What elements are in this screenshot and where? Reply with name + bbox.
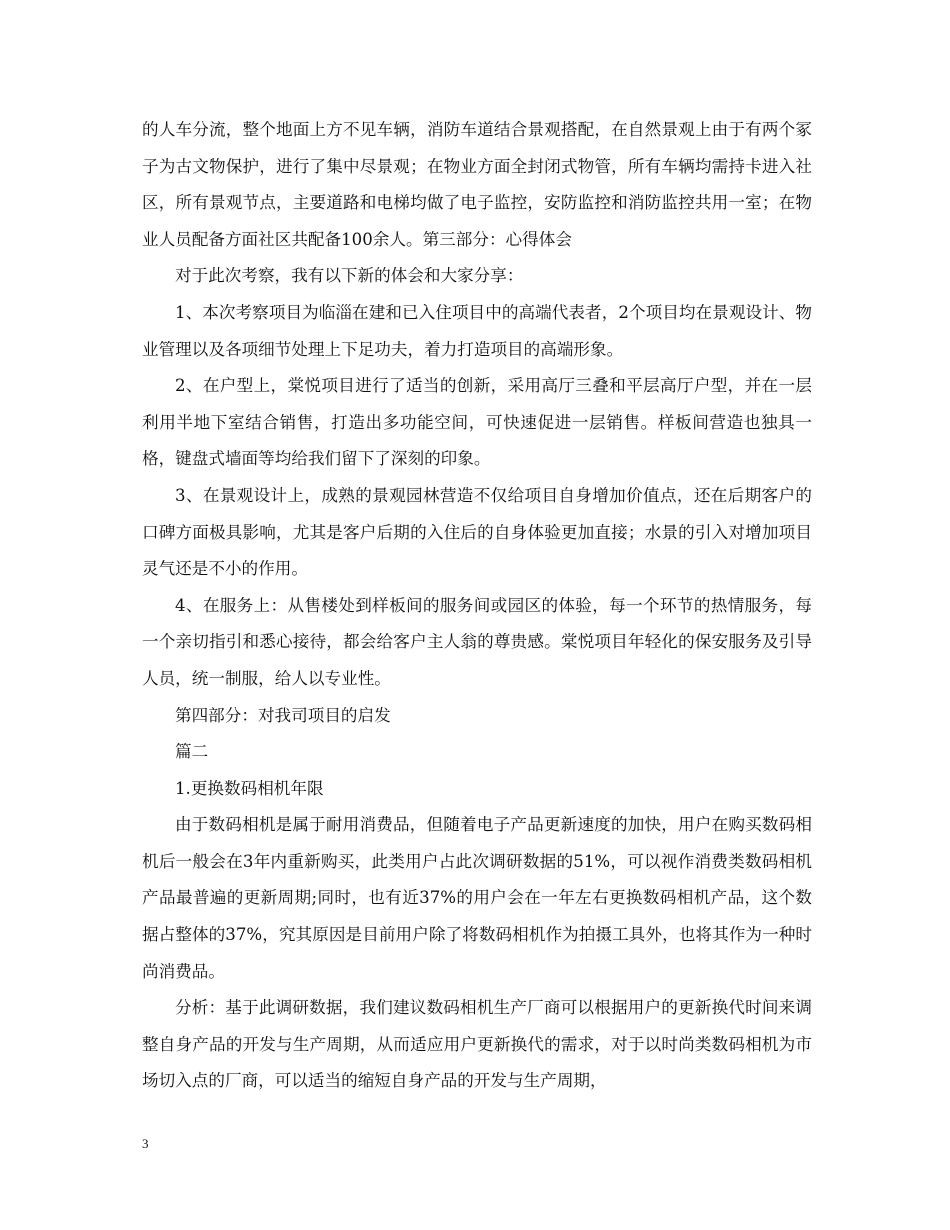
section-heading-part-four: 第四部分：对我司项目的启发 [175,705,391,725]
paragraph-1: 的人车分流，整个地面上方不见车辆，消防车道结合景观搭配，在自然景观上由于有两个冢子为古文物保护，进行了集中尽景观；在物业方面全封闭式物管，所有车辆均需持卡进入社区，所有景观节点，主要道路和电梯均做了电子监控，安防监控和消防监控共用一室；在物业人员配备方面社区共配备100余人。第三部分：心得体会 [142,120,812,249]
section-heading-chapter-two: 篇二 [175,742,209,762]
paragraph-4: 2、在户型上，棠悦项目进行了适当的创新，采用高厅三叠和平层高厅户型，并在一层利用半地下室结合销售，打造出多功能空间，可快速促进一层销售。样板间营造也独具一格，键盘式墙面等均给我们留下了深刻的印象。 [142,376,812,469]
paragraph-10: 由于数码相机是属于耐用消费品，但随着电子产品更新速度的加快，用户在购买数码相机后一般会在3年内重新购买，此类用户占此次调研数据的51%，可以视作消费类数码相机产品最普遍的更新周期;同时，也有近37%的用户会在一年左右更换数码相机产品，这个数据占整体的37%，究其原因是目前用户除了将数码相机作为拍摄工具外，也将其作为一种时尚消费品。 [142,815,812,981]
paragraph-5: 3、在景观设计上，成熟的景观园林营造不仅给项目自身增加价值点，还在后期客户的口碑方面极具影响，尤其是客户后期的入住后的自身体验更加直接；水景的引入对增加项目灵气还是不小的作用。 [142,485,812,579]
paragraph-2: 对于此次考察，我有以下新的体会和大家分享： [175,266,524,286]
page-number: 3 [142,1136,149,1151]
paragraph-3: 1、本次考察项目为临淄在建和已入住项目中的高端代表者，2个项目均在景观设计、物业管理以及各项细节处理上下足功夫，着力打造项目的高端形象。 [142,302,812,359]
paragraph-6: 4、在服务上：从售楼处到样板间的服务间或园区的体验，每一个环节的热情服务，每一个亲切指引和悉心接待，都会给客户主人翁的尊贵感。棠悦项目年轻化的保安服务及引导人员，统一制服，给人以专业性。 [142,595,812,688]
paragraph-11: 分析：基于此调研数据，我们建议数码相机生产厂商可以根据用户的更新换代时间来调整自身产品的开发与生产周期，从而适应用户更新换代的需求，对于以时尚类数码相机为市场切入点的厂商，可以适当的缩短自身产品的开发与生产周期， [142,998,812,1091]
subheading-camera-replacement: 1.更换数码相机年限 [175,778,324,798]
document-body [142,112,812,1100]
